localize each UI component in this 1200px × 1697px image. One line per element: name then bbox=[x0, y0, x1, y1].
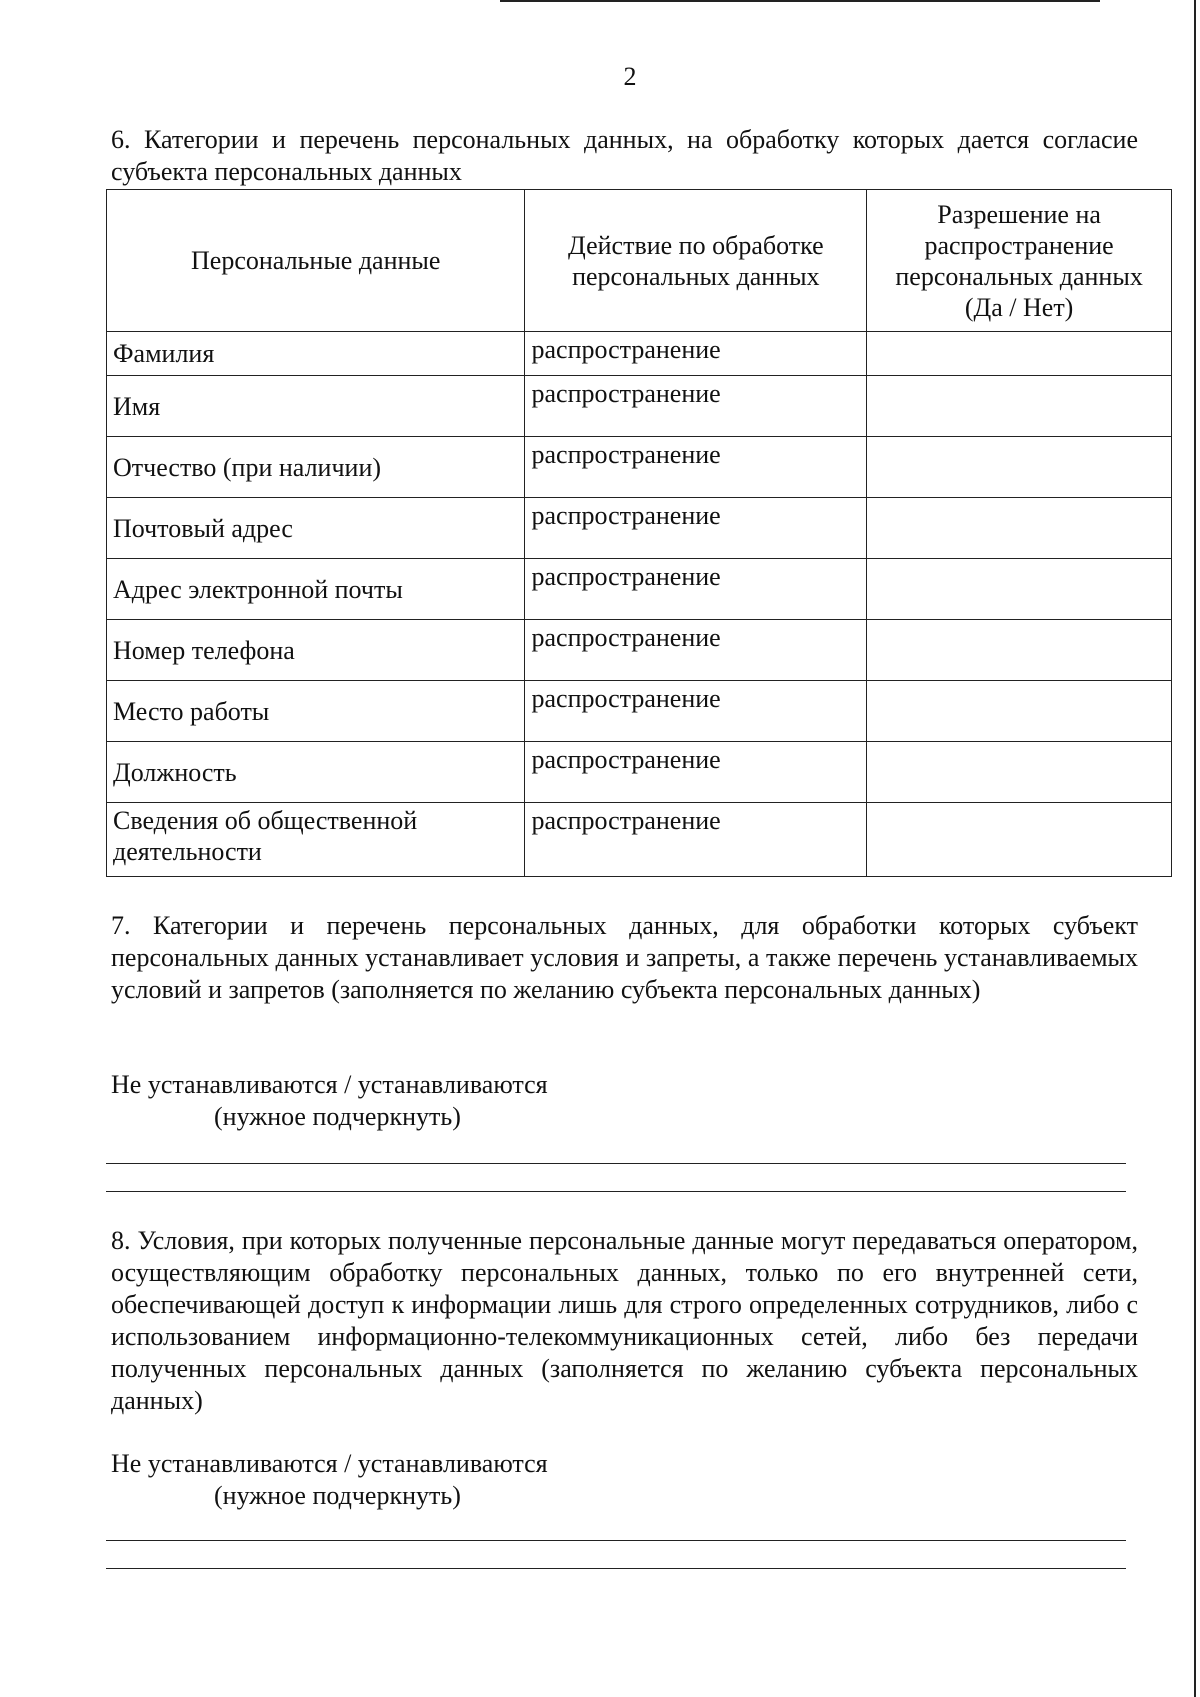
cell-data-name: Имя bbox=[107, 376, 525, 437]
header-distribution-permission: Разрешение на распространение персональных данных (Да / Нет) bbox=[867, 190, 1172, 332]
cell-action: распространение bbox=[525, 498, 867, 559]
table-row bbox=[107, 742, 1172, 803]
cell-permission-field[interactable] bbox=[867, 803, 1172, 877]
cell-data-name: Фамилия bbox=[107, 332, 525, 376]
cell-permission-field[interactable] bbox=[867, 742, 1172, 803]
cell-data-name: Сведения об общественной деятельности bbox=[107, 803, 525, 877]
section-8-choice[interactable]: Не устанавливаются / устанавливаются bbox=[111, 1449, 548, 1478]
cell-action: распространение bbox=[525, 742, 867, 803]
cell-action: распространение bbox=[525, 437, 867, 498]
cell-permission-field[interactable] bbox=[867, 498, 1172, 559]
cell-data-name: Отчество (при наличии) bbox=[107, 437, 525, 498]
cell-action: распространение bbox=[525, 803, 867, 877]
page-number: 2 bbox=[623, 62, 637, 91]
section-6-heading: 6. Категории и перечень персональных данных, на обработку которых дается согласие субъекта персональных данных bbox=[111, 125, 1138, 186]
cell-data-name: Адрес электронной почты bbox=[107, 559, 525, 620]
cell-permission-field[interactable] bbox=[867, 559, 1172, 620]
cell-action: распространение bbox=[525, 376, 867, 437]
table-row bbox=[107, 559, 1172, 620]
cell-permission-field[interactable] bbox=[867, 376, 1172, 437]
section-7-choice[interactable]: Не устанавливаются / устанавливаются bbox=[111, 1070, 548, 1099]
cell-action: распространение bbox=[525, 620, 867, 681]
cell-data-name: Место работы bbox=[107, 681, 525, 742]
cell-action: распространение bbox=[525, 681, 867, 742]
table-row bbox=[107, 803, 1172, 877]
header-personal-data: Персональные данные bbox=[107, 190, 525, 332]
personal-data-table bbox=[106, 189, 1172, 877]
table-row bbox=[107, 376, 1172, 437]
cell-data-name: Номер телефона bbox=[107, 620, 525, 681]
cell-permission-field[interactable] bbox=[867, 332, 1172, 376]
section-8-heading: 8. Условия, при которых полученные персональные данные могут передаваться оператором, осуществляющим обработку персональных данных, только по его внутренней сети, обеспечивающей доступ к информации лишь для строго определенных сотрудников, либо с использованием информационно-телекоммуникационных сетей, либо без передачи полученных персональных данных (заполняется по желанию субъекта персональных данных) bbox=[111, 1226, 1138, 1415]
table-row bbox=[107, 620, 1172, 681]
cell-permission-field[interactable] bbox=[867, 620, 1172, 681]
table-row bbox=[107, 332, 1172, 376]
table-header-row bbox=[107, 190, 1172, 332]
section-8-hint: (нужное подчеркнуть) bbox=[214, 1481, 461, 1510]
section-8-fill-line[interactable] bbox=[106, 1540, 1126, 1541]
section-8-fill-line[interactable] bbox=[106, 1568, 1126, 1569]
table-row bbox=[107, 681, 1172, 742]
top-edge-rule bbox=[500, 0, 1100, 2]
cell-permission-field[interactable] bbox=[867, 437, 1172, 498]
header-processing-action: Действие по обработке персональных данных bbox=[525, 190, 867, 332]
right-edge-rule bbox=[1194, 0, 1196, 1697]
section-7-fill-line[interactable] bbox=[106, 1163, 1126, 1164]
section-7-fill-line[interactable] bbox=[106, 1191, 1126, 1192]
table-row bbox=[107, 498, 1172, 559]
table-row bbox=[107, 437, 1172, 498]
cell-action: распространение bbox=[525, 559, 867, 620]
cell-data-name: Почтовый адрес bbox=[107, 498, 525, 559]
cell-permission-field[interactable] bbox=[867, 681, 1172, 742]
section-7-heading: 7. Категории и перечень персональных данных, для обработки которых субъект персональных данных устанавливает условия и запреты, а также перечень устанавливаемых условий и запретов (заполняется по желанию субъекта персональных данных) bbox=[111, 911, 1138, 1004]
section-7-hint: (нужное подчеркнуть) bbox=[214, 1102, 461, 1131]
cell-data-name: Должность bbox=[107, 742, 525, 803]
cell-action: распространение bbox=[525, 332, 867, 376]
